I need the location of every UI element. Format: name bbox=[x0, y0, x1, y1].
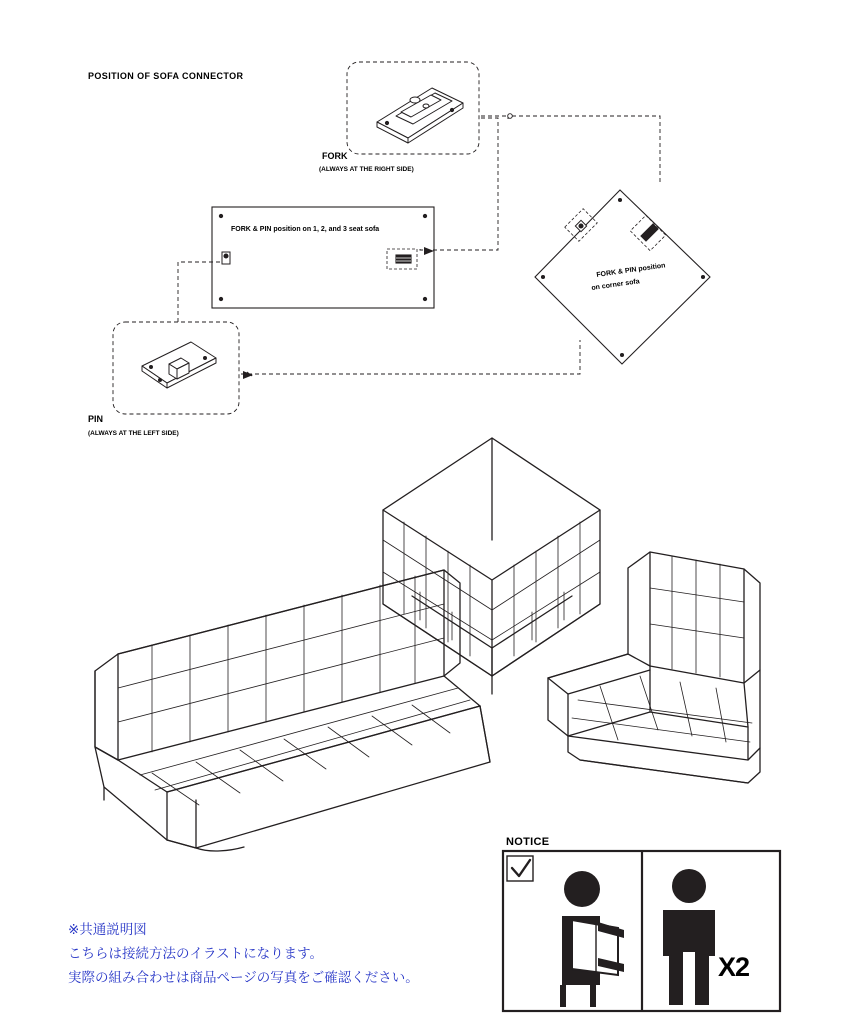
corner-sofa-caption-line1: FORK & PIN position bbox=[596, 262, 666, 279]
notice-label: NOTICE bbox=[506, 836, 550, 848]
page-title: POSITION OF SOFA CONNECTOR bbox=[88, 71, 244, 81]
leader-lines bbox=[178, 114, 660, 376]
corner-sofa-topview bbox=[535, 190, 710, 364]
pin-label: PIN bbox=[88, 414, 104, 424]
straight-sofa-topview bbox=[212, 207, 434, 308]
fork-label: FORK bbox=[322, 151, 348, 161]
standing-person-icon bbox=[663, 869, 715, 1005]
fork-sub-label: (ALWAYS AT THE RIGHT SIDE) bbox=[319, 166, 414, 173]
fork-connector-illustration bbox=[377, 88, 463, 143]
corner-sofa-caption-line2: on corner sofa bbox=[591, 278, 641, 292]
straight-sofa-caption: FORK & PIN position on 1, 2, and 3 seat sofa bbox=[231, 226, 380, 233]
japanese-note-line-2: こちらは接続方法のイラストになります。 bbox=[68, 946, 324, 962]
notice-box bbox=[503, 851, 780, 1011]
people-count-label: X2 bbox=[718, 952, 750, 982]
corner-sofa-illustration bbox=[383, 438, 600, 694]
three-seat-sofa-illustration bbox=[95, 570, 490, 851]
leader-arrowheads bbox=[243, 247, 434, 379]
pin-sub-label: (ALWAYS AT THE LEFT SIDE) bbox=[88, 430, 179, 437]
japanese-note-line-1: ※共通説明図 bbox=[68, 922, 147, 938]
japanese-note-line-3: 実際の組み合わせは商品ページの写真をご確認ください。 bbox=[68, 970, 419, 986]
pin-connector-illustration bbox=[142, 342, 216, 388]
